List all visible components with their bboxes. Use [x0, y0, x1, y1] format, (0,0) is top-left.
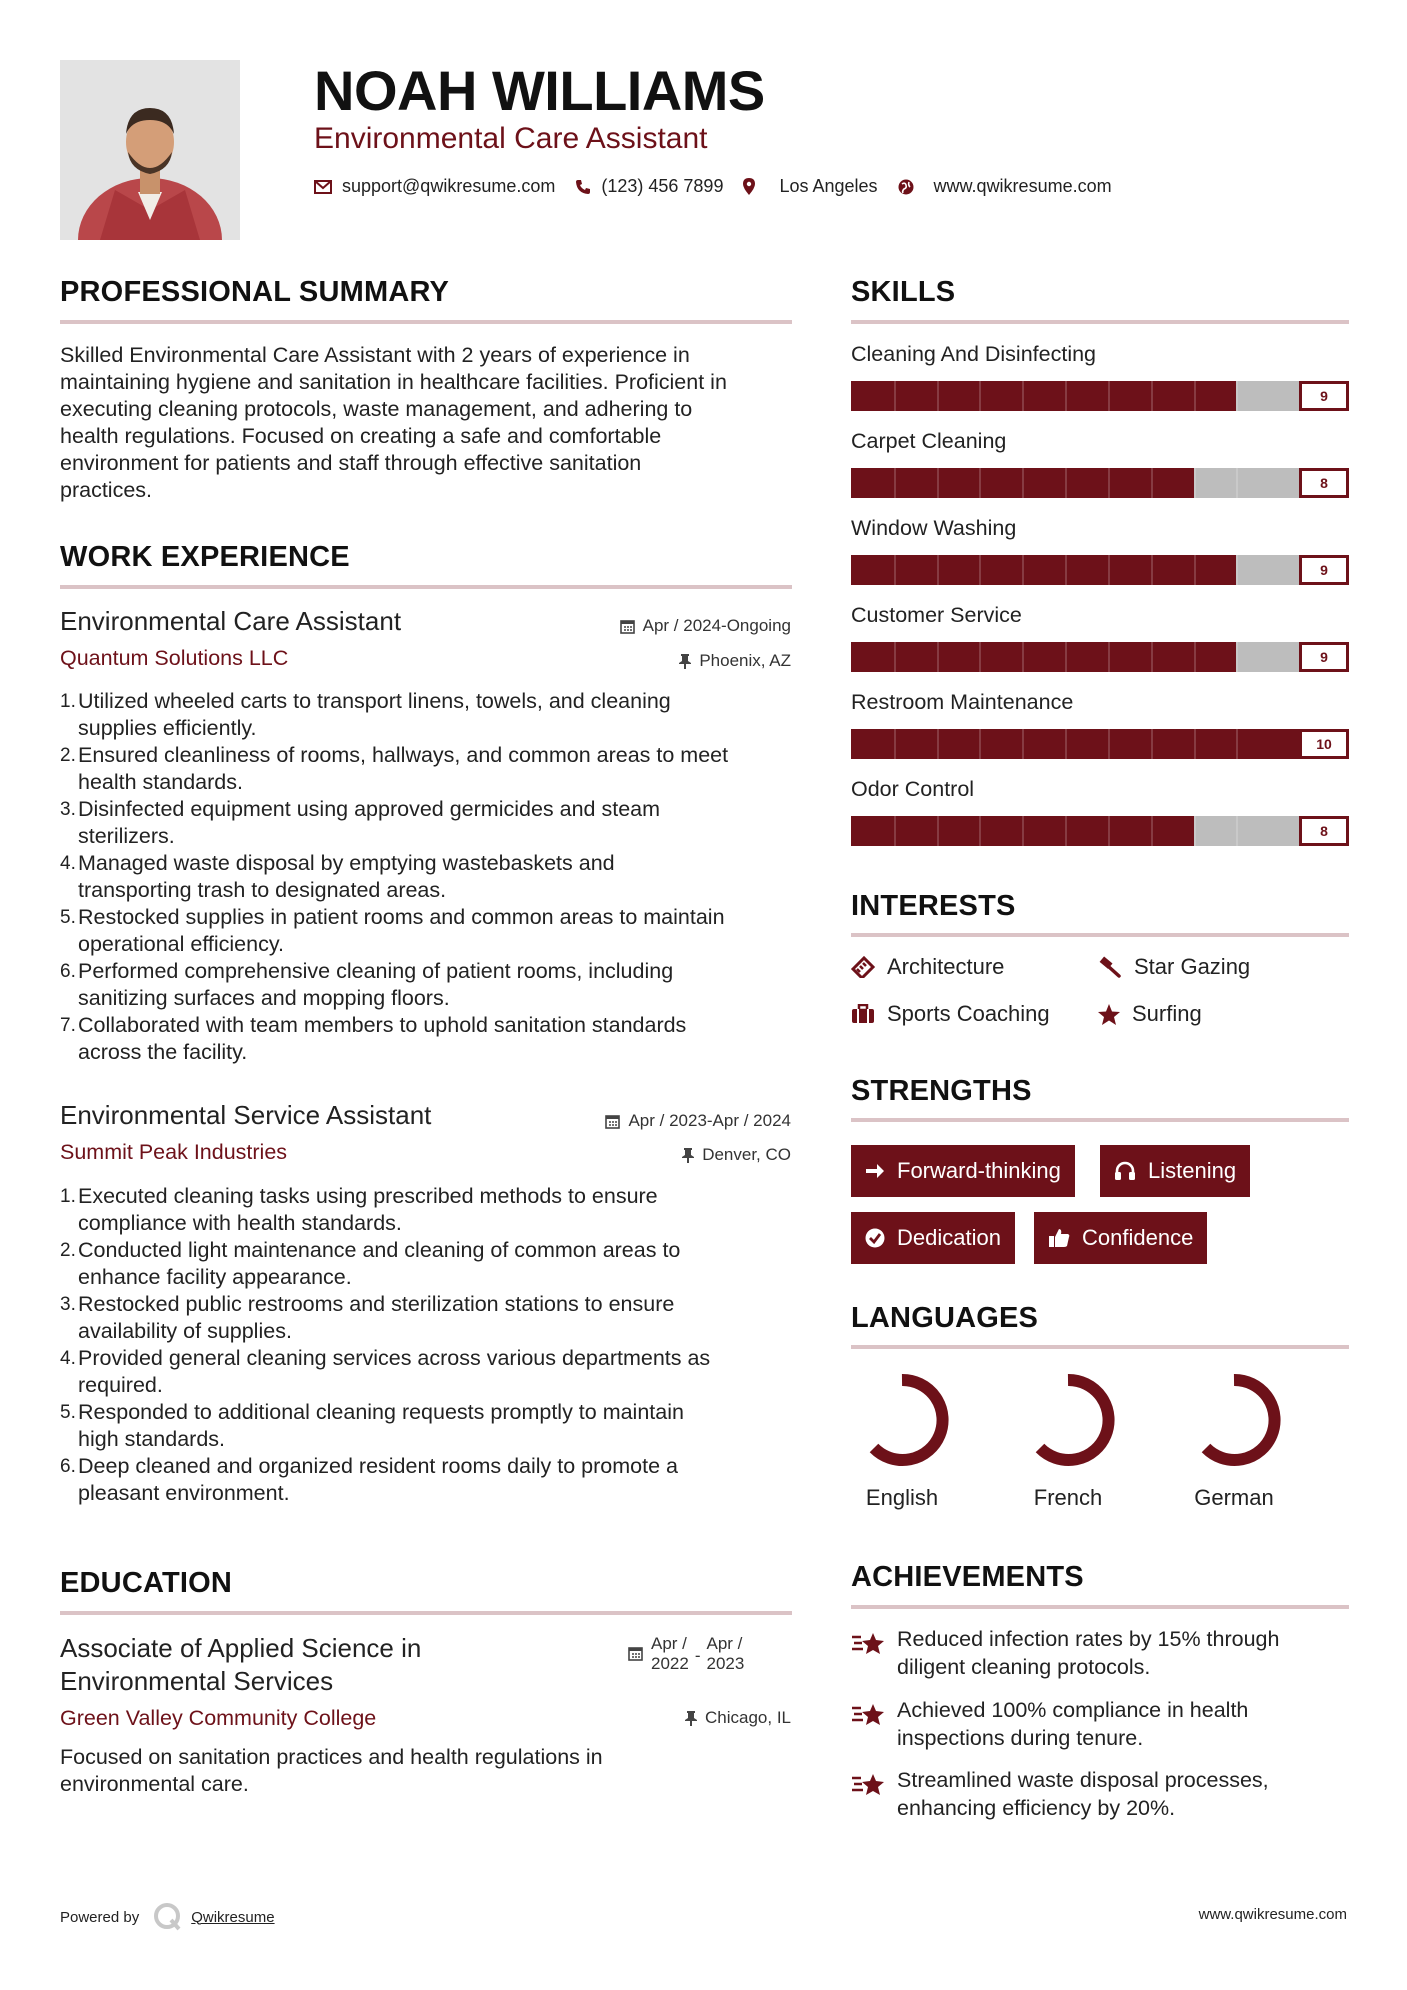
- degree-title: [60, 1632, 421, 1698]
- achievement-text: [897, 1696, 1248, 1752]
- job-dates: [605, 1111, 791, 1131]
- map-pin-icon: [743, 178, 755, 195]
- skill-bar: [851, 816, 1349, 846]
- summary-rule: [60, 320, 792, 324]
- skill-segment-divider: [1022, 468, 1024, 498]
- skill-segment-divider: [937, 729, 939, 759]
- achievements-rule: [851, 1605, 1349, 1609]
- languages-rule: [851, 1345, 1349, 1349]
- contact-phone[interactable]: [575, 176, 723, 197]
- skill-segment-divider: [1236, 555, 1238, 585]
- bullet-line: availability of supplies.: [78, 1319, 292, 1343]
- job-location: [679, 651, 791, 671]
- skill-segment-divider: [1108, 555, 1110, 585]
- skill-segment-divider: [1194, 729, 1196, 759]
- bullet-line: sanitizing surfaces and mopping floors.: [78, 986, 450, 1010]
- skill-segment-divider: [1065, 642, 1067, 672]
- shooting-star-icon: [851, 1700, 885, 1728]
- end-month: Apr /: [706, 1634, 743, 1653]
- achievement-text: [897, 1766, 1269, 1822]
- profile-photo: [60, 60, 240, 240]
- skill-segment-divider: [979, 729, 981, 759]
- bullet-line: sterilizers.: [78, 824, 175, 848]
- skill-segment-divider: [1065, 816, 1067, 846]
- star-icon: [1098, 1004, 1120, 1025]
- skill-bar: [851, 555, 1349, 585]
- skill-value: 9: [1299, 555, 1349, 585]
- skills-title: SKILLS: [851, 276, 956, 308]
- interests-rule: [851, 933, 1349, 937]
- skill-segment-divider: [894, 642, 896, 672]
- skill-segment-divider: [1065, 381, 1067, 411]
- list-item: 6. Performed comprehensive cleaning of patient rooms, including sanitizing surfaces and mopping floors.: [60, 958, 800, 1012]
- calendar-icon: [620, 619, 635, 634]
- language-ring: [852, 1370, 952, 1470]
- skill-segment-divider: [937, 468, 939, 498]
- language-label: English: [865, 1485, 939, 1510]
- arrow-right-icon: [865, 1162, 885, 1180]
- strength-chip: [851, 1145, 1075, 1197]
- skill-segment-divider: [1108, 729, 1110, 759]
- list-item: 5. Responded to additional cleaning requests promptly to maintain high standards.: [60, 1399, 800, 1453]
- education-dates: [628, 1634, 744, 1674]
- achievement-item: [851, 1625, 1279, 1681]
- calendar-icon: [605, 1114, 620, 1129]
- skill-segment-divider: [1022, 381, 1024, 411]
- skill-fill: [851, 642, 1236, 672]
- calendar-icon: [628, 1646, 643, 1661]
- job-location-text: Denver, CO: [702, 1145, 791, 1164]
- list-item: 5. Restocked supplies in patient rooms and common areas to maintain operational efficiency.: [60, 904, 800, 958]
- skill-segment-divider: [979, 468, 981, 498]
- education-start: [651, 1634, 689, 1674]
- pushpin-icon: [685, 1711, 697, 1726]
- skill-segment-divider: [1151, 555, 1153, 585]
- job-dates: [620, 616, 791, 636]
- language-label: German: [1194, 1485, 1274, 1510]
- bullet-line: compliance with health standards.: [78, 1211, 402, 1235]
- gavel-icon: [1098, 956, 1122, 978]
- briefcase-icon: [851, 1004, 875, 1024]
- interest-label: Surfing: [1132, 1001, 1202, 1026]
- list-item: 3. Restocked public restrooms and sterilization stations to ensure availability of supplies.: [60, 1291, 800, 1345]
- skill-fill: [851, 555, 1236, 585]
- bullet-line: Collaborated with team members to uphold sanitation standards: [78, 1013, 687, 1037]
- job-location-text: Phoenix, AZ: [699, 651, 791, 670]
- bullet-line: pleasant environment.: [78, 1481, 290, 1505]
- job-company: Quantum Solutions LLC: [60, 646, 289, 670]
- achievement-line: inspections during tenure.: [897, 1726, 1144, 1750]
- bullet-line: high standards.: [78, 1427, 226, 1451]
- interest-label: Sports Coaching: [887, 1001, 1050, 1026]
- job-dates-text: Apr / 2023-Apr / 2024: [628, 1111, 791, 1130]
- experience-rule: [60, 585, 792, 589]
- achievement-line: enhancing efficiency by 20%.: [897, 1796, 1176, 1820]
- skills-rule: [851, 320, 1349, 324]
- list-item: 2. Conducted light maintenance and cleaning of common areas to enhance facility appearance.: [60, 1237, 800, 1291]
- skill-segment-divider: [1194, 816, 1196, 846]
- school-name: Green Valley Community College: [60, 1706, 377, 1730]
- list-item: 7. Collaborated with team members to uphold sanitation standards across the facility.: [60, 1012, 800, 1066]
- bullet-line: Provided general cleaning services across various departments as: [78, 1346, 711, 1370]
- powered-by-text: Powered by: [60, 1908, 140, 1926]
- skill-segment-divider: [979, 381, 981, 411]
- bullet-line: Managed waste disposal by emptying wastebaskets and: [78, 851, 615, 875]
- ruler-pencil-icon: [851, 956, 875, 978]
- achievement-item: [851, 1766, 1269, 1822]
- strength-label: Confidence: [1082, 1225, 1194, 1250]
- shooting-star-icon: [851, 1629, 885, 1657]
- bullet-line: Restocked supplies in patient rooms and common areas to maintain: [78, 905, 725, 929]
- date-separator: -: [694, 1646, 701, 1665]
- envelope-icon: [314, 180, 332, 194]
- summary-line: environment for patients and staff through effective sanitation: [60, 451, 642, 475]
- list-item: 3. Disinfected equipment using approved germicides and steam sterilizers.: [60, 796, 800, 850]
- skill-segment-divider: [937, 555, 939, 585]
- interest-label: Star Gazing: [1134, 954, 1251, 979]
- job-location: [682, 1145, 791, 1165]
- degree-line: Associate of Applied Science in: [60, 1633, 422, 1663]
- education-location-text: Chicago, IL: [705, 1708, 791, 1727]
- skill-segment-divider: [1108, 381, 1110, 411]
- bullet-line: Ensured cleanliness of rooms, hallways, and common areas to meet: [78, 743, 729, 767]
- skill-segment-divider: [1194, 555, 1196, 585]
- end-year: 2023: [706, 1654, 745, 1673]
- start-month: Apr /: [651, 1634, 687, 1653]
- bullet-line: Performed comprehensive cleaning of patient rooms, including: [78, 959, 674, 983]
- bullet-line: Utilized wheeled carts to transport linens, towels, and cleaning: [78, 689, 671, 713]
- skill-label: Window Washing: [851, 516, 1017, 540]
- achievement-text: [897, 1625, 1279, 1681]
- skill-segment-divider: [937, 381, 939, 411]
- interest-label: Architecture: [887, 954, 1005, 979]
- summary-line: maintaining hygiene and sanitation in healthcare facilities. Proficient in: [60, 370, 727, 394]
- interest-item: [1098, 954, 1250, 980]
- skill-label: Cleaning And Disinfecting: [851, 342, 1097, 366]
- bullet-line: Conducted light maintenance and cleaning of common areas to: [78, 1238, 681, 1262]
- skill-value: 9: [1299, 642, 1349, 672]
- bullet-line: operational efficiency.: [78, 932, 284, 956]
- skill-segment-divider: [1194, 468, 1196, 498]
- strength-label: Forward-thinking: [897, 1158, 1061, 1183]
- education-rule: [60, 1611, 792, 1615]
- strengths-title: STRENGTHS: [851, 1075, 1032, 1107]
- contact-email-text: support@qwikresume.com: [342, 176, 556, 196]
- skill-bar: [851, 468, 1349, 498]
- language-ring: [1184, 1370, 1284, 1470]
- contact-website[interactable]: [898, 176, 1112, 197]
- bullet-line: Executed cleaning tasks using prescribed methods to ensure: [78, 1184, 658, 1208]
- summary-text: [60, 342, 800, 504]
- achievement-line: Reduced infection rates by 15% through: [897, 1627, 1280, 1651]
- candidate-name: NOAH WILLIAMS: [314, 59, 765, 122]
- skill-fill: [851, 381, 1236, 411]
- skill-segment-divider: [1065, 729, 1067, 759]
- skill-bar: [851, 642, 1349, 672]
- bullet-line: Restocked public restrooms and sterilization stations to ensure: [78, 1292, 675, 1316]
- pushpin-icon: [682, 1148, 694, 1163]
- skill-segment-divider: [894, 729, 896, 759]
- skill-segment-divider: [1151, 816, 1153, 846]
- contact-location: [743, 176, 877, 197]
- skill-label: Restroom Maintenance: [851, 690, 1074, 714]
- summary-title: PROFESSIONAL SUMMARY: [60, 276, 450, 308]
- skill-segment-divider: [1108, 468, 1110, 498]
- strength-chip: [1100, 1145, 1250, 1197]
- skill-segment-divider: [1065, 468, 1067, 498]
- bullet-line: supplies efficiently.: [78, 716, 257, 740]
- skill-segment-divider: [1151, 468, 1153, 498]
- strengths-rule: [851, 1118, 1349, 1122]
- education-title: EDUCATION: [60, 1567, 233, 1599]
- list-item: 4. Managed waste disposal by emptying wastebaskets and transporting trash to designated areas.: [60, 850, 800, 904]
- strength-label: Dedication: [897, 1225, 1001, 1250]
- contact-row: [314, 176, 1132, 197]
- qwikresume-logo-icon: [153, 1902, 183, 1932]
- skill-fill: [851, 729, 1349, 759]
- skill-value: 9: [1299, 381, 1349, 411]
- job-bullets: [60, 1183, 800, 1507]
- skill-segment-divider: [1236, 642, 1238, 672]
- language-ring-arc: [1206, 1380, 1275, 1460]
- skill-segment-divider: [1194, 381, 1196, 411]
- job-title: Environmental Care Assistant: [60, 606, 402, 636]
- degree-line: Environmental Services: [60, 1666, 334, 1696]
- language-ring-arc: [874, 1380, 943, 1460]
- achievement-line: Streamlined waste disposal processes,: [897, 1768, 1269, 1792]
- bullet-line: Disinfected equipment using approved germicides and steam: [78, 797, 661, 821]
- skill-segment-divider: [937, 816, 939, 846]
- language-ring-arc: [1040, 1380, 1109, 1460]
- interests-title: INTERESTS: [851, 890, 1016, 922]
- contact-location-text: Los Angeles: [779, 176, 878, 196]
- footer-brand-link[interactable]: Qwikresume: [191, 1908, 275, 1926]
- skill-bar: [851, 381, 1349, 411]
- skill-segment-divider: [1236, 729, 1238, 759]
- start-year: 2022: [651, 1654, 689, 1673]
- skill-label: Carpet Cleaning: [851, 429, 1007, 453]
- experience-title: WORK EXPERIENCE: [60, 541, 350, 573]
- skill-segment-divider: [1236, 468, 1238, 498]
- list-item: 1. Utilized wheeled carts to transport linens, towels, and cleaning supplies efficiently.: [60, 688, 800, 742]
- achievement-item: [851, 1696, 1248, 1752]
- list-item: 2. Ensured cleanliness of rooms, hallways, and common areas to meet health standards.: [60, 742, 800, 796]
- skill-segment-divider: [1108, 816, 1110, 846]
- languages-title: LANGUAGES: [851, 1302, 1039, 1334]
- bullet-line: enhance facility appearance.: [78, 1265, 352, 1289]
- shooting-star-icon: [851, 1770, 885, 1798]
- contact-email[interactable]: [314, 176, 555, 197]
- education-desc: [60, 1744, 800, 1798]
- strength-chip: [851, 1212, 1015, 1264]
- list-item: 1. Executed cleaning tasks using prescribed methods to ensure compliance with health standards.: [60, 1183, 800, 1237]
- skill-label: Odor Control: [851, 777, 975, 801]
- skill-segment-divider: [894, 468, 896, 498]
- education-end: [707, 1634, 745, 1674]
- skill-value: 10: [1299, 729, 1349, 759]
- skill-segment-divider: [1151, 642, 1153, 672]
- skill-segment-divider: [979, 642, 981, 672]
- summary-line: practices.: [60, 478, 153, 502]
- strength-label: Listening: [1148, 1158, 1237, 1183]
- skill-segment-divider: [1194, 642, 1196, 672]
- strength-chip: [1034, 1212, 1207, 1264]
- skill-segment-divider: [1236, 816, 1238, 846]
- summary-line: executing cleaning protocols, waste management, and adhering to: [60, 397, 693, 421]
- bullet-line: across the facility.: [78, 1040, 248, 1064]
- job-dates-text: Apr / 2024-Ongoing: [642, 616, 791, 635]
- job-title: Environmental Service Assistant: [60, 1100, 432, 1130]
- language-label: French: [1033, 1485, 1103, 1510]
- education-desc-line: Focused on sanitation practices and health regulations in: [60, 1745, 603, 1769]
- bullet-line: required.: [78, 1373, 163, 1397]
- skill-segment-divider: [1022, 642, 1024, 672]
- footer-url[interactable]: www.qwikresume.com: [1198, 1906, 1347, 1923]
- summary-line: health regulations. Focused on creating a safe and comfortable: [60, 424, 662, 448]
- skill-segment-divider: [1236, 381, 1238, 411]
- skill-segment-divider: [894, 816, 896, 846]
- headphones-icon: [1114, 1161, 1136, 1181]
- achievements-title: ACHIEVEMENTS: [851, 1561, 1084, 1593]
- skill-segment-divider: [1022, 729, 1024, 759]
- interest-item: [851, 1001, 1050, 1027]
- summary-line: Skilled Environmental Care Assistant with 2 years of experience in: [60, 343, 690, 367]
- footer-powered: [60, 1902, 275, 1932]
- bullet-line: health standards.: [78, 770, 243, 794]
- check-circle-icon: [865, 1228, 885, 1248]
- skill-segment-divider: [894, 555, 896, 585]
- interest-item: [1098, 1001, 1202, 1027]
- achievement-line: diligent cleaning protocols.: [897, 1655, 1151, 1679]
- skill-segment-divider: [1151, 729, 1153, 759]
- candidate-role: Environmental Care Assistant: [314, 122, 708, 155]
- language-ring: [1018, 1370, 1118, 1470]
- job-company: Summit Peak Industries: [60, 1140, 288, 1164]
- thumbs-up-icon: [1048, 1228, 1070, 1248]
- skill-segment-divider: [1022, 816, 1024, 846]
- pushpin-icon: [679, 654, 691, 669]
- skill-label: Customer Service: [851, 603, 1022, 627]
- list-item: 4. Provided general cleaning services across various departments as required.: [60, 1345, 800, 1399]
- skill-segment-divider: [1108, 642, 1110, 672]
- skill-segment-divider: [937, 642, 939, 672]
- skill-segment-divider: [1151, 381, 1153, 411]
- globe-icon: [898, 179, 914, 195]
- achievement-line: Achieved 100% compliance in health: [897, 1698, 1249, 1722]
- bullet-line: Responded to additional cleaning requests promptly to maintain: [78, 1400, 684, 1424]
- skill-segment-divider: [1022, 555, 1024, 585]
- bullet-line: Deep cleaned and organized resident rooms daily to promote a: [78, 1454, 678, 1478]
- skill-segment-divider: [979, 816, 981, 846]
- contact-phone-text: (123) 456 7899: [601, 176, 724, 196]
- phone-icon: [575, 179, 591, 195]
- skill-segment-divider: [979, 555, 981, 585]
- skill-bar: [851, 729, 1349, 759]
- education-location: [685, 1708, 791, 1728]
- interest-item: [851, 954, 1004, 980]
- skill-value: 8: [1299, 468, 1349, 498]
- list-item: 6. Deep cleaned and organized resident rooms daily to promote a pleasant environment.: [60, 1453, 800, 1507]
- contact-website-text: www.qwikresume.com: [933, 176, 1112, 196]
- skill-segment-divider: [1065, 555, 1067, 585]
- job-bullets: [60, 688, 800, 1066]
- education-desc-line: environmental care.: [60, 1772, 249, 1796]
- skill-value: 8: [1299, 816, 1349, 846]
- bullet-line: transporting trash to designated areas.: [78, 878, 447, 902]
- skill-segment-divider: [894, 381, 896, 411]
